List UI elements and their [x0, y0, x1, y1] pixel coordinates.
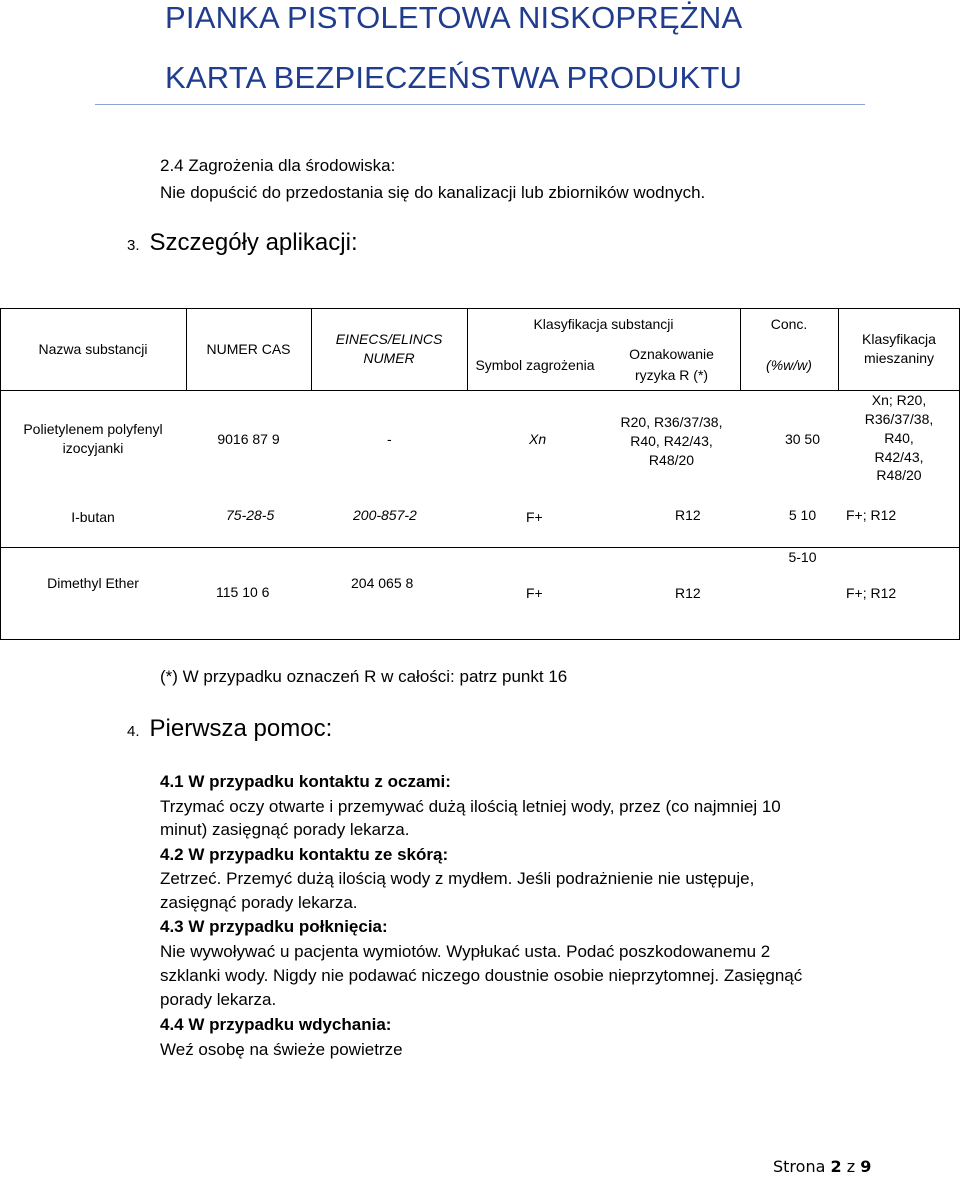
- section-4-1-line1: Trzymać oczy otwarte i przemywać dużą ilością letniej wody, przez (co najmniej 10: [160, 797, 781, 816]
- row2-einecs: 200-857-2: [353, 507, 417, 523]
- page-number-separator: z: [846, 1157, 856, 1176]
- section-2-4-text: Nie dopuścić do przedostania się do kanalizacji lub zbiorników wodnych.: [160, 183, 706, 202]
- section-4-3-heading: 4.3 W przypadku połknięcia:: [160, 917, 388, 936]
- section-3-title: Szczegóły aplikacji:: [149, 229, 358, 256]
- section-4-3-line2: szklanki wody. Nigdy nie podawać niczego doustnie osobie nieprzytomnej. Zasięgnąć: [160, 966, 803, 985]
- row3-cas: 115 10 6: [216, 584, 270, 600]
- section-3-heading: [127, 229, 358, 257]
- th-conc-unit: (%w/w): [766, 357, 812, 373]
- row1-cas: 9016 87 9: [217, 431, 280, 447]
- section-4-4-heading: 4.4 W przypadku wdychania:: [160, 1015, 392, 1034]
- document-title-line2: KARTA BEZPIECZEŃSTWA PRODUKTU: [165, 60, 743, 95]
- row1-risk-line3: R48/20: [648, 452, 695, 468]
- th-cas: NUMER CAS: [206, 341, 291, 357]
- th-conc: Conc.: [770, 316, 808, 332]
- row1-mix-line5: R48/20: [876, 467, 922, 483]
- page-number-current: 2: [830, 1157, 842, 1176]
- row1-mix-line1: Xn; R20,: [871, 392, 927, 408]
- row1-conc: 30 50: [784, 431, 821, 447]
- section-4-title: Pierwsza pomoc:: [149, 715, 333, 742]
- section-4-1-heading: 4.1 W przypadku kontaktu z oczami:: [160, 772, 451, 791]
- section-4-number: 4.: [127, 723, 140, 740]
- table-border-bottom: [0, 639, 960, 640]
- row2-name: I-butan: [71, 509, 115, 525]
- row2-cas: 75-28-5: [226, 507, 275, 523]
- row1-symbol: Xn: [529, 431, 547, 447]
- section-4-2-line2: zasięgnąć porady lekarza.: [160, 893, 358, 912]
- row1-risk-line2: R40, R42/43,: [630, 433, 713, 449]
- table-footnote: (*) W przypadku oznaczeń R w całości: patrz punkt 16: [160, 667, 568, 686]
- table-border-top: [0, 308, 960, 309]
- section-4-3-line1: Nie wywoływać u pacjenta wymiotów. Wypłukać usta. Podać poszkodowanemu 2: [160, 942, 771, 961]
- row3-einecs: 204 065 8: [351, 575, 414, 591]
- th-klasyfikacja-mieszaniny-line1: Klasyfikacja: [862, 331, 936, 347]
- section-4-4-line1: Weź osobę na świeże powietrze: [160, 1040, 403, 1059]
- section-4-heading: [127, 715, 332, 743]
- row3-symbol: F+: [526, 585, 543, 601]
- row2-mix: F+; R12: [846, 507, 897, 523]
- section-3-number: 3.: [127, 237, 140, 254]
- th-einecs-line1: EINECS/ELINCS: [335, 331, 443, 347]
- row2-risk: R12: [675, 507, 701, 523]
- section-4-2-line1: Zetrzeć. Przemyć dużą ilością wody z mydłem. Jeśli podrażnienie nie ustępuje,: [160, 869, 755, 888]
- row1-einecs: -: [387, 431, 392, 447]
- row1-mix-line3: R40,: [884, 430, 914, 446]
- page-number: [773, 1157, 871, 1176]
- row1-mix-line2: R36/37/38,: [864, 411, 934, 427]
- th-einecs-line2: NUMER: [363, 350, 415, 366]
- table-header-divider: [0, 390, 960, 391]
- th-klasyfikacja-mieszaniny-line2: mieszaniny: [863, 350, 935, 366]
- row1-risk-line1: R20, R36/37/38,: [620, 414, 723, 430]
- substances-table: [0, 308, 960, 640]
- row2-symbol: F+: [526, 509, 543, 525]
- title-divider: [95, 104, 865, 105]
- document-title-line1: PIANKA PISTOLETOWA NISKOPRĘŻNA: [165, 0, 743, 35]
- row3-name: Dimethyl Ether: [47, 575, 139, 591]
- row3-risk: R12: [675, 585, 701, 601]
- section-4-1-line2: minut) zasięgnąć porady lekarza.: [160, 820, 410, 839]
- th-name: Nazwa substancji: [38, 341, 148, 357]
- th-symbol: Symbol zagrożenia: [475, 357, 595, 373]
- section-4-2-heading: 4.2 W przypadku kontaktu ze skórą:: [160, 845, 449, 864]
- section-2-4-heading: 2.4 Zagrożenia dla środowiska:: [160, 156, 396, 175]
- th-klasyfikacja-substancji: Klasyfikacja substancji: [533, 316, 674, 332]
- section-4-3-line3: porady lekarza.: [160, 990, 277, 1009]
- th-oznakowanie-line2: ryzyka R (*): [634, 367, 709, 383]
- row1-name-line2: izocyjanki: [62, 440, 124, 456]
- page-number-label: Strona: [773, 1157, 826, 1176]
- row1-mix-line4: R42/43,: [874, 449, 924, 465]
- page-number-total: 9: [860, 1157, 872, 1176]
- row1-name-line1: Polietylenem polyfenyl: [23, 421, 163, 437]
- row2-conc: 5 10: [788, 507, 817, 523]
- row3-mix: F+; R12: [846, 585, 897, 601]
- row3-conc: 5-10: [788, 549, 817, 565]
- th-oznakowanie-line1: Oznakowanie: [629, 346, 714, 362]
